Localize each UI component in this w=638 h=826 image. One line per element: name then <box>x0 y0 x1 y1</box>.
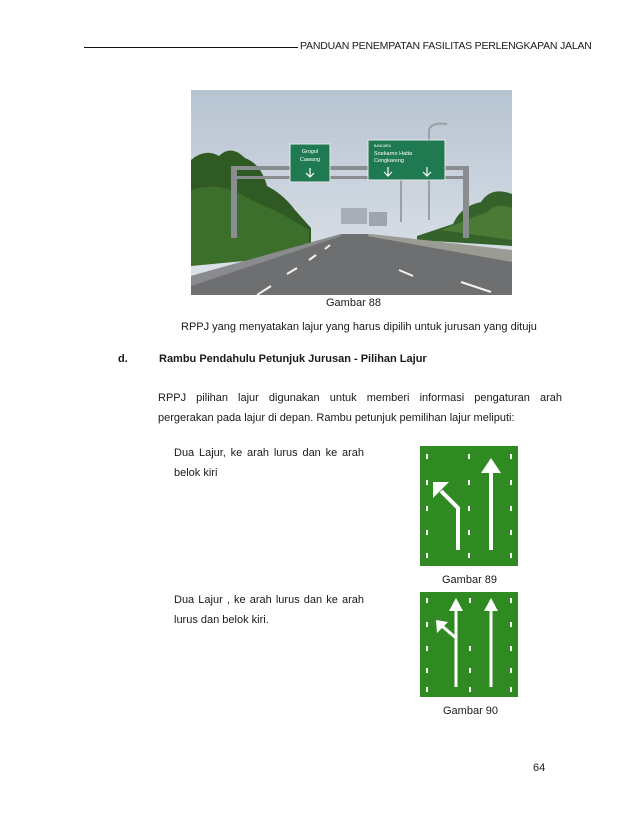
sign-right-line2: Soekarno Hatta <box>374 151 413 157</box>
figure-88-description: RPPJ yang menyatakan lajur yang harus dipilih untuk jurusan yang dituju <box>181 321 537 333</box>
sign-left-line1: Grogol <box>301 149 319 155</box>
section-title: Rambu Pendahulu Petunjuk Jurusan - Pilihan Lajur <box>159 353 427 365</box>
sign-right-line1: BANDARA <box>374 144 391 148</box>
sign-right-line3: Cengkareng <box>374 158 404 164</box>
section-letter: d. <box>118 353 128 365</box>
section-paragraph: RPPJ pilihan lajur digunakan untuk memberi informasi pengaturan arah pergerakan pada lajur di depan. Rambu petunjuk pemilihan lajur meliputi: <box>158 392 562 424</box>
figure-88-caption: Gambar 88 <box>326 297 382 309</box>
header-title: PANDUAN PENEMPATAN FASILITAS PERLENGKAPAN JALAN <box>300 40 592 52</box>
highway-photo <box>191 90 512 295</box>
figure-90-caption: Gambar 90 <box>443 705 499 717</box>
lane-sign-straight-left-icon <box>420 446 518 566</box>
item-1-text: Dua Lajur, ke arah lurus dan ke arah belok kiri <box>174 447 364 479</box>
sign-left-line2: Cawang <box>299 157 321 163</box>
header-rule <box>84 47 298 48</box>
figure-89-caption: Gambar 89 <box>442 574 498 586</box>
lane-sign-straight-and-straight-left-icon <box>420 592 518 697</box>
page-number: 64 <box>533 762 546 774</box>
item-2-text: Dua Lajur , ke arah lurus dan ke arah lurus dan belok kiri. <box>174 594 364 626</box>
